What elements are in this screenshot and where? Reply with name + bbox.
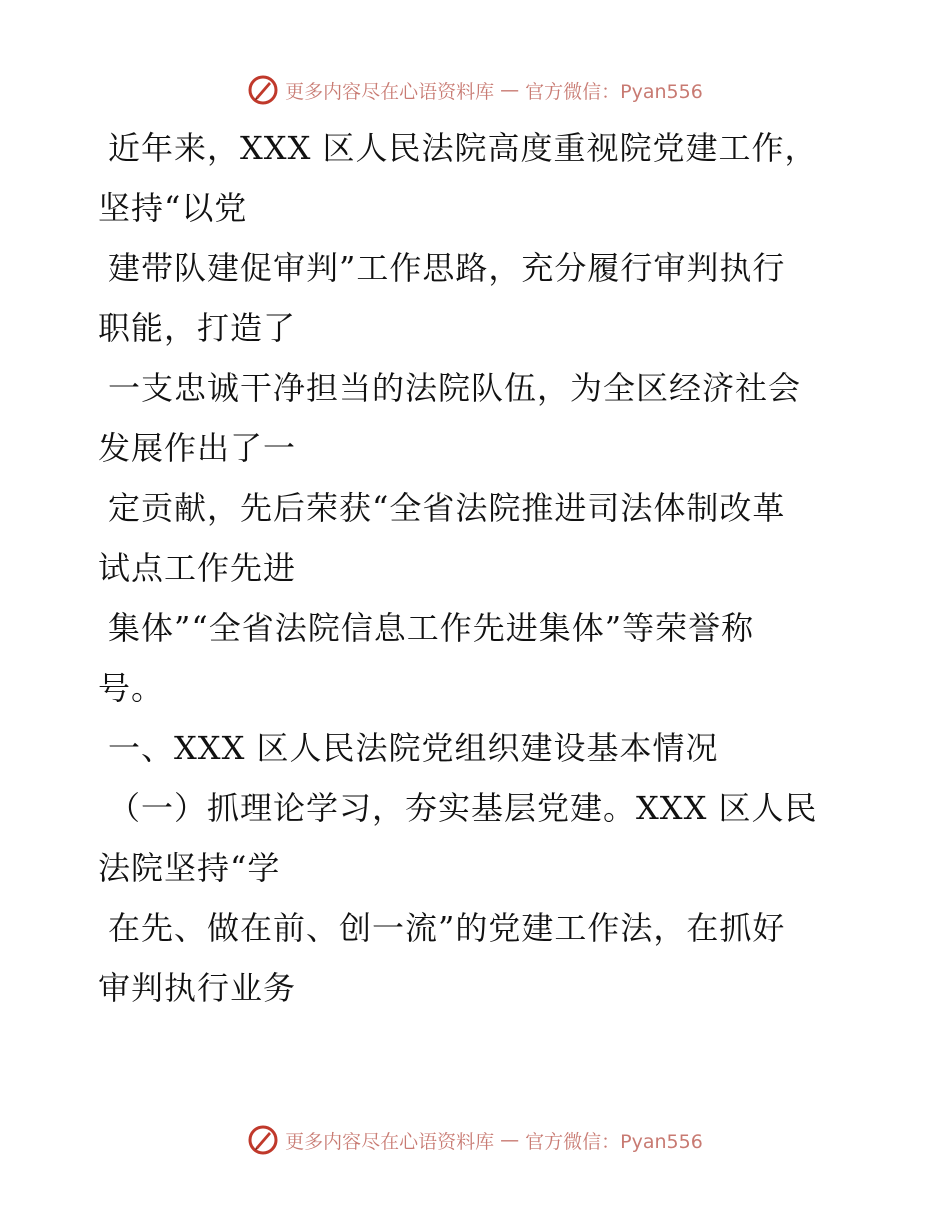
paragraph-2 xyxy=(98,238,838,358)
quill-logo-icon xyxy=(247,1124,279,1156)
paragraph-line: （一）抓理论学习，夯实基层党建。XXX 区人民 xyxy=(108,789,818,827)
paragraph-line: 法院坚持“学 xyxy=(98,849,281,887)
header-watermark xyxy=(0,70,950,110)
watermark-contact: 官方微信：Pyan556 xyxy=(525,80,703,103)
watermark-text: 更多内容尽在心语资料库 xyxy=(285,80,495,103)
paragraph-3 xyxy=(98,358,838,478)
heading-line: 一、XXX 区人民法院党组织建设基本情况 xyxy=(108,729,719,767)
watermark-separator: — xyxy=(500,1129,520,1151)
paragraph-line: 在先、做在前、创一流”的党建工作法，在抓好 xyxy=(108,909,786,947)
paragraph-line: 集体”“全省法院信息工作先进集体”等荣誉称 xyxy=(108,609,755,647)
watermark-group xyxy=(247,1124,703,1156)
paragraph-line: 一支忠诚干净担当的法院队伍，为全区经济社会 xyxy=(108,369,802,407)
paragraph-4 xyxy=(98,478,838,598)
footer-watermark xyxy=(0,1120,950,1160)
paragraph-line: 定贡献，先后荣获“全省法院推进司法体制改革 xyxy=(108,489,786,527)
watermark-separator: — xyxy=(500,79,520,101)
paragraph-1 xyxy=(98,118,838,238)
paragraph-6 xyxy=(98,778,838,898)
section-heading xyxy=(98,718,838,778)
watermark-group xyxy=(247,74,703,106)
paragraph-7 xyxy=(98,898,838,1018)
paragraph-line: 号。 xyxy=(98,669,165,707)
paragraph-line: 建带队建促审判”工作思路，充分履行审判执行 xyxy=(108,249,786,287)
paragraph-line: 坚持“以党 xyxy=(98,189,248,227)
paragraph-5 xyxy=(98,598,838,718)
paragraph-line: 职能，打造了 xyxy=(98,309,297,347)
watermark-contact: 官方微信：Pyan556 xyxy=(525,1130,703,1153)
paragraph-line: 近年来，XXX 区人民法院高度重视院党建工作， xyxy=(108,129,818,167)
watermark-text: 更多内容尽在心语资料库 xyxy=(285,1130,495,1153)
quill-logo-icon xyxy=(247,74,279,106)
paragraph-line: 审判执行业务 xyxy=(98,969,297,1007)
document-body xyxy=(98,118,838,1018)
paragraph-line: 发展作出了一 xyxy=(98,429,297,467)
paragraph-line: 试点工作先进 xyxy=(98,549,297,587)
